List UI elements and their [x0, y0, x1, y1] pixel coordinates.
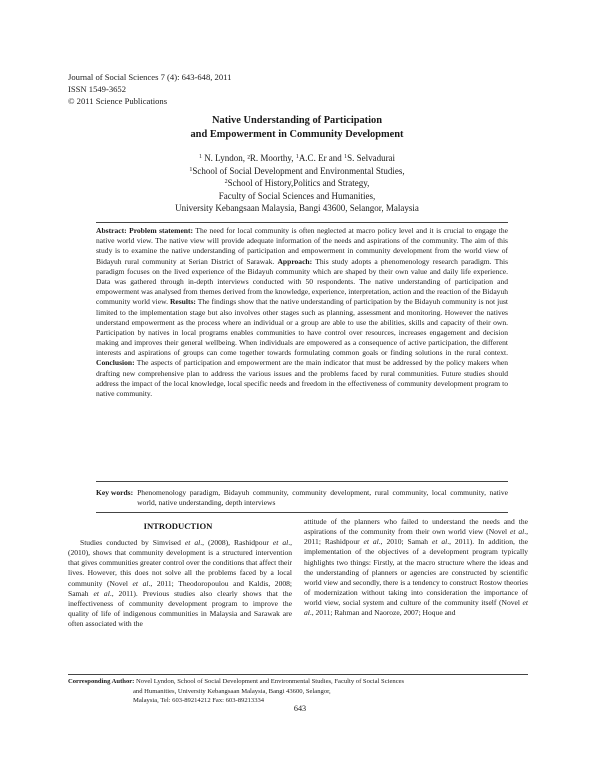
text-italic: et al	[510, 527, 525, 537]
results-text: The findings show that the native understanding of participation by the Bidayuh community is not just limited to the implementation stage but also involves other stages such as planning, assessment and monitoring. However the natives understand empowerment as the process where an individual or a group are able to use the abilities, skills and capacity of their own. Participation by natives in local programs enables communities to have control over resources, increases engagement and decision making and improves their general wellbeing. When individuals are empowered as a consequence of active participation, the different interests and aspirations of groups can come together towards formulating common goals or finding solutions in the rural context.	[96, 297, 508, 358]
approach-label: Approach:	[277, 256, 313, 266]
affiliation-4: University Kebangsaan Malaysia, Bangi 43600, Selangor, Malaysia	[175, 203, 419, 213]
corresponding-line-1	[68, 677, 528, 687]
page-number: 643	[293, 704, 307, 713]
conclusion-label: Conclusion:	[96, 358, 135, 368]
affiliation-3: Faculty of Social Sciences and Humanities,	[218, 190, 376, 201]
text-italic: et al	[363, 537, 379, 547]
conclusion-text: The aspects of participation and empowerment are the main indicator that must be addressed by the policy makers when drafting new comprehensive plan to address the various issues and the problems faced by rural communities. Future studies should address the impact of the local knowledge, local specific needs and freedom in the effectiveness of community development program to native community.	[96, 358, 508, 398]
journal-issn: ISSN 1549-3652	[68, 84, 127, 94]
keywords-text: Phenomenology paradigm, Bidayuh community, community development, rural community, local community, native world, native understanding, depth interviews	[137, 488, 508, 508]
keywords-label: Key words:	[96, 488, 134, 497]
text-italic: et al	[272, 538, 289, 547]
affiliation-sup: 2	[224, 179, 228, 185]
affiliation-1-text: School of Social Development and Environmental Studies,	[192, 165, 405, 176]
journal-copyright: © 2011 Science Publications	[68, 96, 168, 106]
affiliation-2-text: School of History,Politics and Strategy,	[227, 178, 370, 188]
corresponding-author	[68, 674, 528, 706]
author-names-b: A.C. Er and	[298, 153, 345, 163]
abstract	[96, 226, 508, 399]
text-italic: et al	[132, 578, 149, 588]
text-run: ., (2010), shows that community development is a structured intervention that gives communities greater control over the conditions that affect their lives. However, this does not solve all the problems faced by a local community (Novel	[68, 538, 292, 588]
text-run: ., 2011). Previous studies also clearly shows that the ineffectiveness of community development program to improve the quality of life of indigenous communities in Malaysia and Sarawak are often associated with the	[68, 588, 292, 629]
author-names-a: N. Lyndon, ²R. Moorthy,	[201, 153, 296, 163]
abstract-bottom-rule	[96, 481, 508, 482]
author-block	[68, 152, 526, 215]
keywords	[96, 488, 508, 508]
paper-title	[68, 114, 526, 141]
abstract-top-rule	[96, 222, 508, 223]
text-run: ., 2011). In addition, the implementation of the objectives of a development program typically highlights two things: Firstly, at the macro structure where the ideas and the understanding of planners or agencies are constructed by scientific world view and secondly, there is a tendency to construct Rostow theories of modernization without taking into consideration the importance of world view, social system and culture of the community itself (Novel	[304, 537, 528, 608]
author-sup: 1	[295, 154, 299, 160]
corresponding-label: Corresponding Author:	[68, 678, 135, 685]
affiliation-1	[68, 165, 526, 178]
text-run: Studies conducted by Simvised	[80, 538, 185, 547]
text-run: ., 2011; Theodoropoulou and Kaldis, 2008; Samah	[68, 578, 292, 598]
affiliation-sup: 1	[189, 166, 193, 173]
text-italic: et al	[304, 598, 528, 618]
problem-label: Problem statement:	[129, 226, 194, 235]
abstract-label: Abstract:	[96, 226, 127, 235]
text-italic: et al	[93, 588, 110, 598]
intro-left-column	[68, 538, 292, 629]
author-sup: 1	[344, 154, 348, 160]
title-line-1: Native Understanding of Participation	[212, 115, 382, 126]
journal-citation: Journal of Social Sciences 7 (4): 643-648, 2011	[68, 72, 232, 82]
problem-text: The need for local community is often neglected at macro policy level and it is crucial to engage the native world view. The native view will provide adequate information of the needs and aspirations of the community. The aim of this study is to examine the native understanding of participation and empowerment in community development from the world view of Bidayuh rural community at Serian District of Sarawak.	[96, 226, 508, 266]
text-run: attitude of the planners who failed to understand the needs and the aspirations of the community from their own world view (Novel	[304, 517, 528, 537]
corresponding-line-2: and Humanities, University Kebangsaan Malaysia, Bangi 43600, Selangor,	[133, 687, 331, 695]
text-run: ., 2011; Rahman and Naoroze, 2007; Hoque and	[309, 608, 456, 618]
author-names	[68, 152, 526, 165]
text-italic: et al	[184, 538, 201, 547]
affiliation-2	[68, 177, 526, 190]
approach-text: This study adopts a phenomenology research paradigm. This paradigm focuses on the lived experience of the Bidayuh community which are shaped by their own value and daily life experience. Data was gathered through in-depth interviews conducted with 50 respondents. The native understanding of participation and empowerment was analysed from themes derived from the knowledge, experience, interpretation, action and the reaction of the Bidayuh community world view.	[96, 256, 509, 307]
text-italic: et al	[432, 537, 448, 547]
title-line-2: and Empowerment in Community Development	[190, 128, 404, 140]
corresponding-text-1: Novel Lyndon, School of Social Development and Environmental Studies, Faculty of Social Sciences	[134, 678, 405, 685]
journal-info	[68, 71, 231, 107]
introduction-heading: INTRODUCTION	[143, 521, 213, 531]
author-sup: 1	[198, 154, 202, 160]
corresponding-line-3: Malaysia, Tel: 603-89214212 Fax: 603-89213334	[133, 697, 265, 704]
results-label: Results:	[169, 297, 196, 307]
intro-right-column	[304, 517, 528, 619]
author-names-c: S. Selvadurai	[347, 153, 396, 163]
text-run: ., 2010; Samah	[378, 537, 432, 547]
text-run: ., (2008), Rashidpour	[200, 538, 273, 547]
keywords-rule	[96, 512, 508, 513]
text-run: ., 2011; Rashidpour	[304, 527, 528, 547]
